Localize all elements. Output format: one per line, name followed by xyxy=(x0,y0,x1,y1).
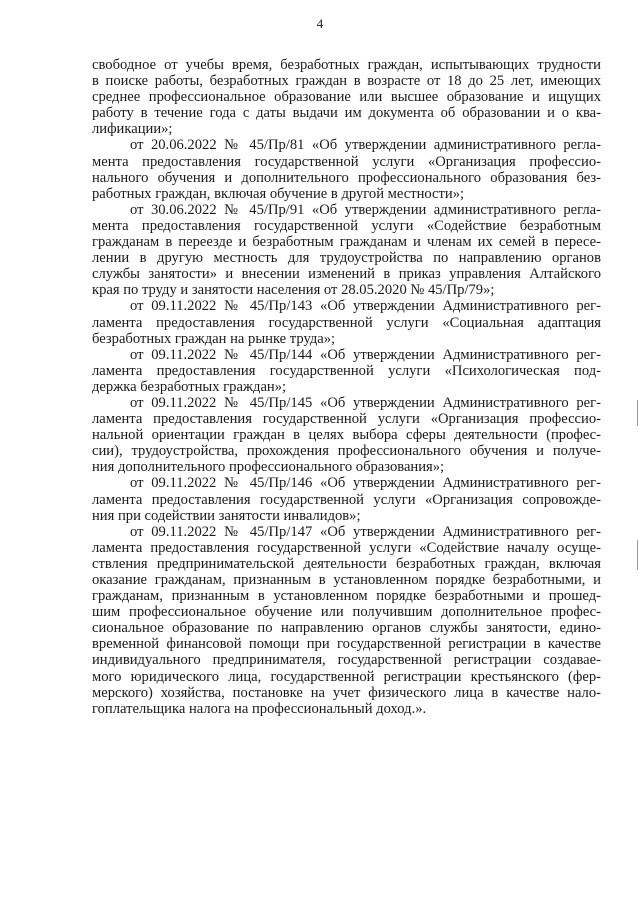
text-line: временной финансовой помощи при государственной регистрации в качестве xyxy=(92,636,601,653)
text-line: сии), трудоустройства, прохождения профессионального обучения и получе- xyxy=(92,443,601,460)
text-line: свободное от учебы время, безработных граждан, испытывающих трудности xyxy=(92,57,601,73)
text-line: от 09.11.2022 № 45/Пр/144 «Об утверждении Административного рег- xyxy=(130,346,601,363)
text-line: ламента предоставления государственной услуги «Организация профессио- xyxy=(92,411,601,428)
text-line: от 09.11.2022 № 45/Пр/146 «Об утверждении Административного рег- xyxy=(130,475,601,492)
text-line: оказание гражданам, признанным в установленном порядке безработными, и xyxy=(92,572,601,588)
text-line: работу в течение года с даты выдачи им документа об образовании и о ква- xyxy=(92,105,601,122)
page-number: 4 xyxy=(316,16,324,31)
text-line: от 09.11.2022 № 45/Пр/147 «Об утверждении Административного рег- xyxy=(130,523,601,540)
scan-edge-mark xyxy=(637,400,638,426)
text-line: среднее профессиональное образование или высшее образование и ищущих xyxy=(92,89,601,106)
text-line: гоплательщика налога на профессиональный доход.». xyxy=(92,700,427,717)
text-line: от 30.06.2022 № 45/Пр/91 «Об утверждении административного регла- xyxy=(130,201,601,218)
text-line: ламента предоставления государственной услуги «Психологическая под- xyxy=(92,362,601,379)
text-line: ламента предоставления государственной услуги «Организация сопровожде- xyxy=(92,491,601,508)
text-line: ламента предоставления государственной услуги «Содействие началу осуще- xyxy=(92,539,601,556)
text-line: индивидуального предпринимателя, государственной регистрации создавае- xyxy=(92,652,601,669)
text-line: держка безработных граждан»; xyxy=(92,378,287,395)
text-line: от 09.11.2022 № 45/Пр/143 «Об утверждении Административного рег- xyxy=(130,298,601,315)
text-line: лении в другую местность для трудоустройства по направлению органов xyxy=(92,250,601,267)
text-line: безработных граждан на рынке труда»; xyxy=(92,330,336,347)
text-line: мерского) хозяйства, постановке на учет физического лица в качестве нало- xyxy=(92,684,601,701)
text-line: сиональное образование по направлению органов службы занятости, едино- xyxy=(92,620,601,637)
text-line: работных граждан, включая обучение в другой местности»; xyxy=(92,185,465,202)
text-line: края по труду и занятости населения от 28.05.2020 № 45/Пр/79»; xyxy=(92,282,495,299)
text-line: ния при содействии занятости инвалидов»; xyxy=(92,507,361,524)
text-line: нального обучения и дополнительного профессионального образования без- xyxy=(92,169,601,186)
text-line: лификации»; xyxy=(92,121,173,138)
text-line: службы занятости» и внесении изменений в приказ управления Алтайского xyxy=(92,266,601,283)
text-line: нальной ориентации граждан в целях выбора сферы деятельности (профес- xyxy=(92,427,601,444)
text-line: ния дополнительного профессионального образования»; xyxy=(92,459,445,476)
document-body xyxy=(92,57,601,717)
scan-edge-mark xyxy=(637,540,638,570)
text-line: ствления предпринимательской деятельности безработных граждан, включая xyxy=(92,555,601,572)
text-line: в поиске работы, безработных граждан в возрасте от 18 до 25 лет, имеющих xyxy=(92,73,601,90)
text-line: гражданам, признанным в установленном порядке безработными и прошед- xyxy=(92,588,601,605)
text-line: от 20.06.2022 № 45/Пр/81 «Об утверждении административного регла- xyxy=(130,137,601,154)
text-line: мента предоставления государственной услуги «Содействие безработным xyxy=(92,217,601,234)
text-line: гражданам в переезде и безработным гражданам и членам их семей в пересе- xyxy=(92,234,601,251)
text-line: шим профессиональное обучение или получившим дополнительное профес- xyxy=(92,604,601,621)
text-line: мого юридического лица, государственной регистрации крестьянского (фер- xyxy=(92,668,601,685)
text-line: от 09.11.2022 № 45/Пр/145 «Об утверждении Административного рег- xyxy=(130,394,601,411)
text-line: ламента предоставления государственной услуги «Социальная адаптация xyxy=(92,314,601,331)
text-line: мента предоставления государственной услуги «Организация профессио- xyxy=(92,153,601,170)
